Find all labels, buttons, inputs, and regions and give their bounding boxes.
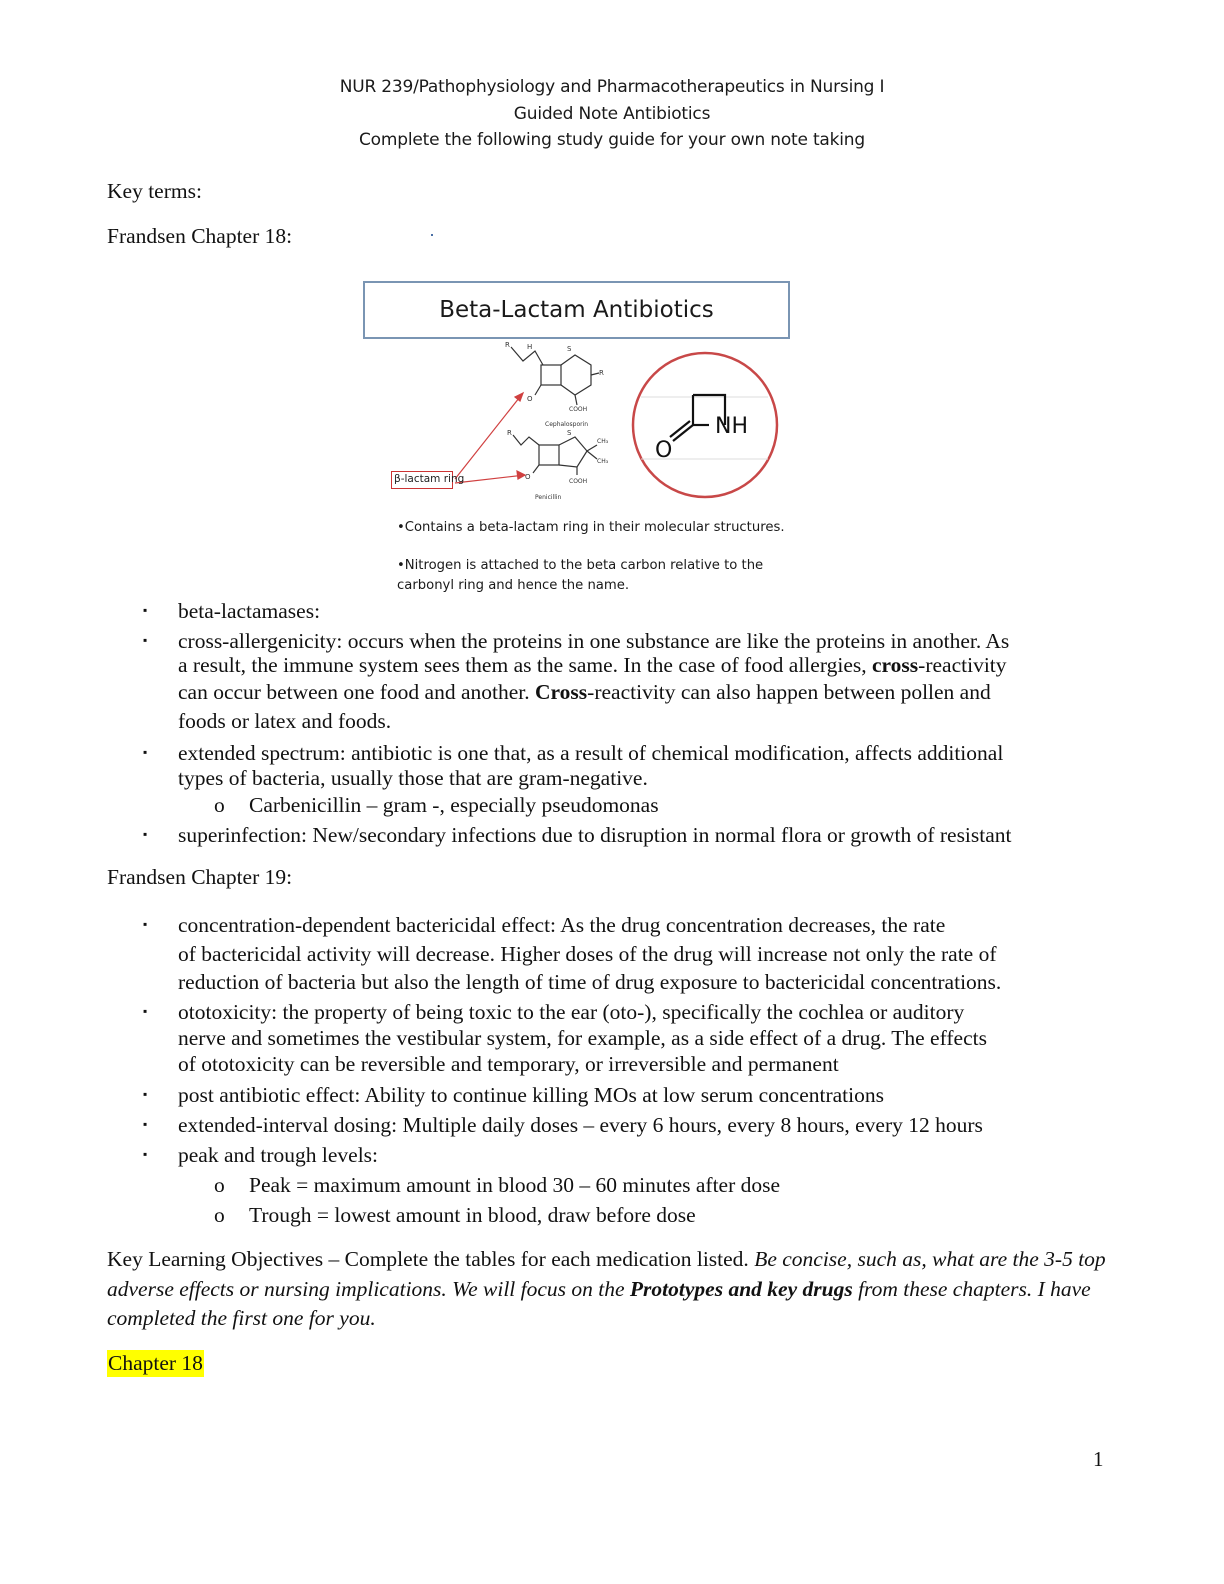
text-span: -reactivity <box>918 653 1007 677</box>
sub-item-carbenicillin: o Carbenicillin – gram -, especially pseudomonas <box>178 790 1108 820</box>
term-post-antibiotic-effect: post antibiotic effect: Ability to continue killing MOs at low serum concentrations <box>178 1082 884 1107</box>
stray-dot <box>431 234 433 236</box>
term-cross-allergenicity: ▪ cross-allergenicity: occurs when the proteins in one substance are like the proteins in another. As <box>178 629 1010 653</box>
term-text-line: of ototoxicity can be reversible and temporary, or irreversible and permanent <box>178 1051 839 1076</box>
figure-title: Beta-Lactam Antibiotics <box>363 281 790 339</box>
objectives-italic: from these chapters. I have completed the first one for you. <box>107 1276 1091 1330</box>
list-item <box>0 629 1108 735</box>
chapter-19-heading: Frandsen Chapter 19: <box>107 865 293 889</box>
objectives-italic: Be concise, such as, what are the 3-5 top adverse effects or nursing implications. We will focus on the <box>107 1247 1106 1301</box>
list-item <box>0 999 1108 1077</box>
pointer-arrows <box>455 393 525 483</box>
term-text-line <box>178 677 1108 707</box>
molecule-diagram <box>363 341 803 521</box>
figure-note-2 <box>397 556 763 595</box>
term-concentration-dependent: ▪ concentration-dependent bactericidal effect: As the drug concentration decreases, the rate <box>178 913 946 937</box>
svg-text:S: S <box>567 429 572 437</box>
penicillin-structure <box>513 435 597 475</box>
guide-instruction: Complete the following study guide for your own note taking <box>359 130 865 150</box>
page-number: 1 <box>1093 1447 1104 1471</box>
key-terms-heading: Key terms: <box>107 179 202 203</box>
list-item <box>0 1140 1108 1230</box>
list-item <box>0 820 1108 850</box>
term-text-line: foods or latex and foods. <box>178 709 392 733</box>
chapter-18-heading: Frandsen Chapter 18: <box>107 224 293 248</box>
document-header <box>0 74 1224 154</box>
term-superinfection: superinfection: New/secondary infections due to disruption in normal flora or growth of resistant <box>178 823 1012 847</box>
list-item <box>0 741 1108 820</box>
svg-text:R: R <box>599 369 604 377</box>
course-title: NUR 239/Pathophysiology and Pharmacotherapeutics in Nursing I <box>339 77 885 97</box>
sub-item-peak: o Peak = maximum amount in blood 30 – 60 minutes after dose <box>178 1170 1108 1200</box>
cephalosporin-structure <box>511 347 599 405</box>
term-beta-lactamases: beta-lactamases: <box>178 599 321 623</box>
svg-text:O: O <box>527 395 533 403</box>
guide-title: Guided Note Antibiotics <box>513 103 711 124</box>
term-extended-interval-dosing: extended-interval dosing: Multiple daily doses – every 6 hours, every 8 hours, every 12 hours <box>178 1112 983 1137</box>
list-item <box>0 1080 1108 1110</box>
list-item <box>0 911 1108 997</box>
beta-lactam-ring-label: β-lactam ring <box>391 471 453 489</box>
svg-text:R: R <box>505 341 510 349</box>
bold-text: cross <box>871 653 919 677</box>
term-text-line: types of bacteria, usually those that are gram-negative. <box>178 765 648 790</box>
svg-text:S: S <box>567 345 572 353</box>
svg-text:COOH: COOH <box>569 406 588 413</box>
term-text-line: nerve and sometimes the vestibular system, for example, as a side effect of a drug. The effects <box>178 1025 987 1050</box>
text-span: can occur between one food and another. <box>178 680 535 704</box>
svg-text:R: R <box>507 429 512 437</box>
term-text-line: of bactericidal activity will decrease. Higher doses of the drug will increase not only the rate of <box>178 941 997 966</box>
figure-note-1: •Contains a beta-lactam ring in their molecular structures. <box>397 520 785 535</box>
term-extended-spectrum: ▪ extended spectrum: antibiotic is one that, as a result of chemical modification, affects additional <box>178 741 1004 765</box>
nh-label: NH <box>715 414 748 439</box>
objectives-text: Key Learning Objectives – Complete the tables for each medication listed. <box>107 1247 755 1271</box>
term-ototoxicity: ▪ ototoxicity: the property of being toxic to the ear (oto-), specifically the cochlea or auditory <box>178 999 965 1024</box>
figure-note-2-line2: carbonyl ring and hence the name. <box>397 577 630 593</box>
svg-text:O: O <box>525 473 531 481</box>
text-span: a result, the immune system sees them as the same. In the case of food allergies, <box>178 653 872 677</box>
oxygen-label: O <box>655 438 673 463</box>
list-item <box>0 1110 1108 1140</box>
list-item <box>0 599 1108 629</box>
text-span: -reactivity can also happen between pollen and <box>587 680 991 704</box>
figure-note-2-line1: •Nitrogen is attached to the beta carbon relative to the <box>397 558 764 573</box>
chapter-19-term-list <box>0 911 1108 1230</box>
penicillin-caption: Penicillin <box>535 494 562 501</box>
svg-text:COOH: COOH <box>569 478 588 485</box>
term-text-line: reduction of bacteria but also the length of time of drug exposure to bactericidal concentrations. <box>178 970 1002 994</box>
sub-item-trough: o Trough = lowest amount in blood, draw before dose <box>178 1200 1108 1230</box>
svg-text:H: H <box>527 343 533 351</box>
term-peak-trough: ▪ peak and trough levels: <box>178 1142 379 1167</box>
chapter-18-highlight: Chapter 18 <box>108 1351 203 1375</box>
svg-text:CH₃: CH₃ <box>597 438 609 445</box>
bold-text: Cross <box>535 680 588 704</box>
term-text-line <box>178 653 1108 677</box>
svg-text:CH₃: CH₃ <box>597 458 609 465</box>
learning-objectives <box>107 1245 1107 1334</box>
cephalosporin-caption: Cephalosporin <box>545 421 589 428</box>
beta-lactam-figure <box>363 281 803 601</box>
objectives-bold: Prototypes and key drugs <box>629 1276 853 1301</box>
chapter-18-term-list <box>0 599 1108 850</box>
